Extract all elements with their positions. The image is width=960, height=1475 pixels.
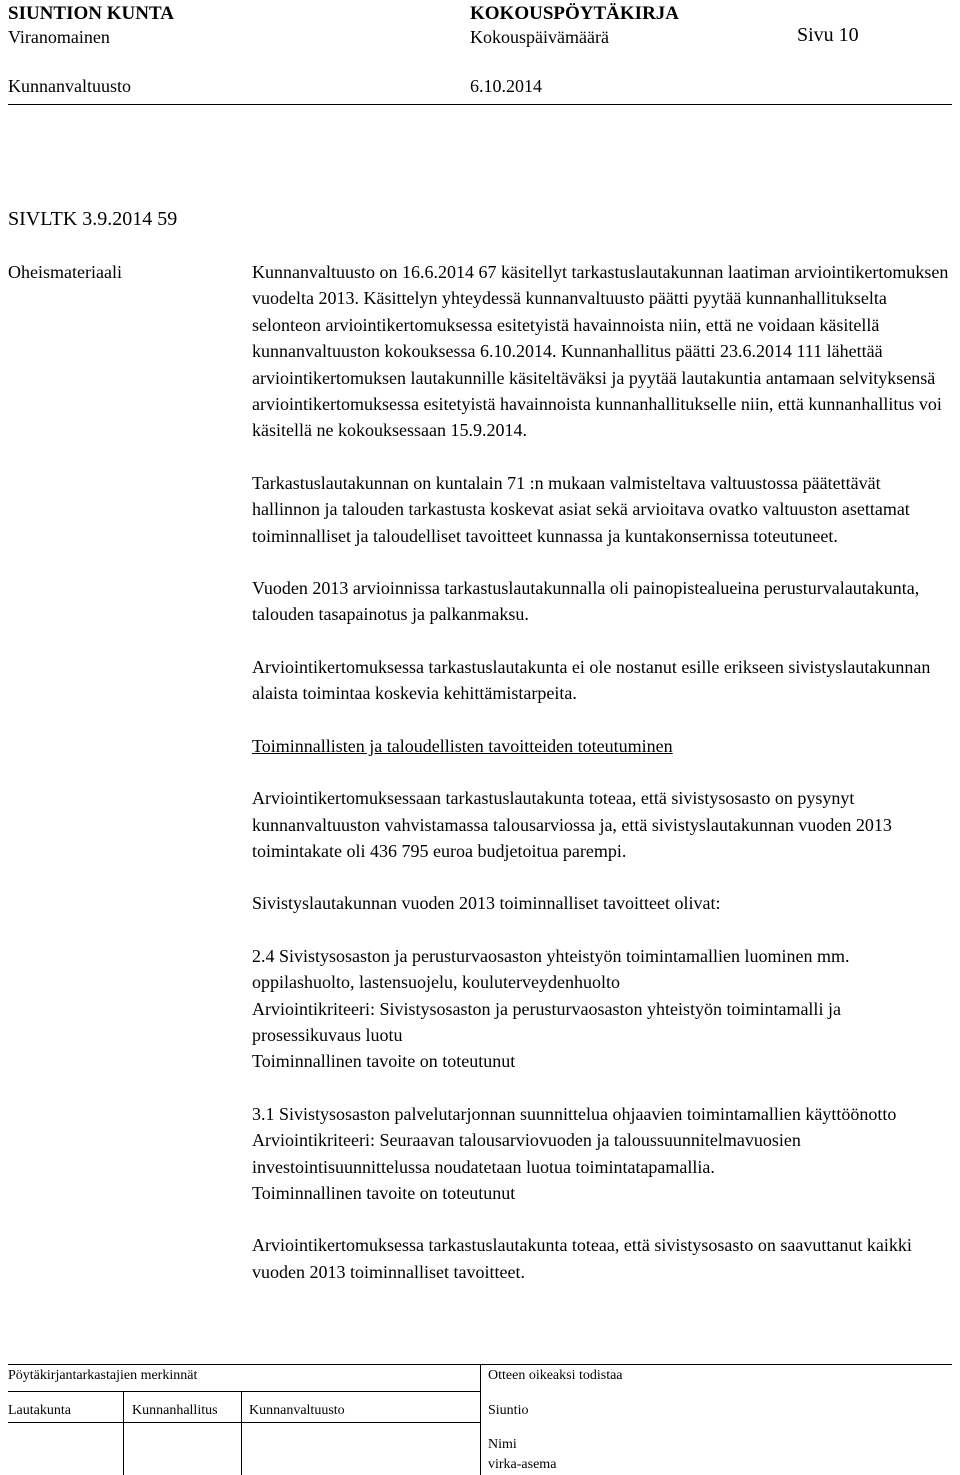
footer-divider-2 xyxy=(241,1391,242,1475)
footer-title-label: virka-asema xyxy=(488,1457,557,1472)
certified-label: Otteen oikeaksi todistaa xyxy=(488,1368,623,1383)
footer-place: Siuntio xyxy=(488,1403,529,1418)
section-heading: Toiminnallisten ja taloudellisten tavoitteiden toteutuminen xyxy=(252,735,673,756)
meeting-date: 6.10.2014 xyxy=(470,76,542,96)
footer-mid-line xyxy=(8,1391,480,1392)
paragraph-focus: Vuoden 2013 arvioinnissa tarkastuslautakunnalla oli painopistealueina perusturvalautakunta, talouden tasapainotus ja palkanmaksu. xyxy=(252,578,920,625)
paragraph-intro: Kunnanvaltuusto on 16.6.2014 67 käsitellyt tarkastuslautakunnan laatiman arviointikertomuksen vuodelta 2013. Käsittelyn yhteydessä kunnanvaltuusto päätti pyytää kunnanhallitukselta selonteon arviointikertomuksessa esitetyistä havainnoista niin, että ne voidaan käsitellä kunnanvaltuuston kokouksessa 6.10.2014. Kunnanhallitus päätti 23.6.2014 111 lähettää arviointikertomuksen lautakunnille käsiteltäväksi ja pyytää lautakuntia antamaan selvityksensä arviointikertomuksessa esitetyistä havainnoista kunnanhallitukselle niin, että kunnanhallitus voi käsitellä ne kokouksessaan 15.9.2014. xyxy=(252,262,949,441)
paragraph-budget: Arviointikertomuksessaan tarkastuslautakunta toteaa, että sivistysosasto on pysynyt kunnanvaltuuston vahvistamassa talousarviossa ja, että sivistyslautakunnan vuoden 2013 toimintakate oli 436 795 euroa budjetoitua parempi. xyxy=(252,788,892,861)
page-number: Sivu 10 xyxy=(797,24,859,46)
footer-col-kunnanvaltuusto: Kunnanvaltuusto xyxy=(249,1403,345,1418)
footer-col-kunnanhallitus: Kunnanhallitus xyxy=(132,1403,218,1418)
paragraph-no-needs: Arviointikertomuksessa tarkastuslautakunta ei ole nostanut esille erikseen sivistyslautakunnan alaista toimintaa koskevia kehittämistarpeita. xyxy=(252,656,931,704)
header-divider xyxy=(8,104,952,105)
authority-label: Viranomainen xyxy=(8,27,110,47)
meeting-date-label: Kokouspäivämäärä xyxy=(470,27,609,47)
paragraph-law: Tarkastuslautakunnan on kuntalain 71 :n mukaan valmisteltava valtuustossa päätettävät hallinnon ja talouden tarkastusta koskevat asiat sekä arvioitava ovatko valtuuston asettamat toiminnalliset ja taloudelliset tavoitteet kunnassa ja kuntakonsernissa toteutuneet. xyxy=(252,472,910,546)
paragraph-conclusion: Arviointikertomuksessa tarkastuslautakunta toteaa, että sivistysosasto on saavuttanut kaikki vuoden 2013 toiminnalliset tavoitteet. xyxy=(252,1235,912,1282)
goal-3-1-status: Toiminnallinen tavoite on toteutunut xyxy=(252,1182,516,1203)
organization-name: SIUNTION KUNTA xyxy=(8,3,174,24)
footer-name-label: Nimi xyxy=(488,1437,517,1452)
footer-col-lautakunta: Lautakunta xyxy=(8,1403,71,1418)
goal-3-1-title: 3.1 Sivistysosaston palvelutarjonnan suunnittelua ohjaavien toimintamallien käyttöönotto xyxy=(252,1103,897,1124)
paragraph-goals-intro: Sivistyslautakunnan vuoden 2013 toiminnalliset tavoitteet olivat: xyxy=(252,893,721,914)
side-label: Oheismateriaali xyxy=(8,262,122,282)
goal-2-4-status: Toiminnallinen tavoite on toteutunut xyxy=(252,1051,516,1072)
goal-3-1-criterion: Arviointikriteeri: Seuraavan talousarviovuoden ja taloussuunnitelmavuosien investointisuunnittelussa noudatetaan luotua toimintatapamallia. xyxy=(252,1130,801,1177)
goal-2-4-title: 2.4 Sivistysosaston ja perusturvaosaston yhteistyön toimintamallien luominen mm. oppilashuolto, lastensuojelu, kouluterveydenhuolto xyxy=(252,945,850,993)
authority: Kunnanvaltuusto xyxy=(8,76,131,96)
case-reference: SIVLTK 3.9.2014 59 xyxy=(8,208,178,230)
footer-divider-3 xyxy=(480,1364,481,1475)
checkers-label: Pöytäkirjantarkastajien merkinnät xyxy=(8,1368,198,1383)
document-body xyxy=(252,259,952,1285)
footer-col-line xyxy=(8,1422,480,1423)
document-type: KOKOUSPÖYTÄKIRJA xyxy=(470,3,680,24)
goal-2-4-criterion: Arviointikriteeri: Sivistysosaston ja perusturvaosaston yhteistyön toimintamalli ja prosessikuvaus luotu xyxy=(252,998,841,1045)
footer-divider-1 xyxy=(123,1391,124,1475)
